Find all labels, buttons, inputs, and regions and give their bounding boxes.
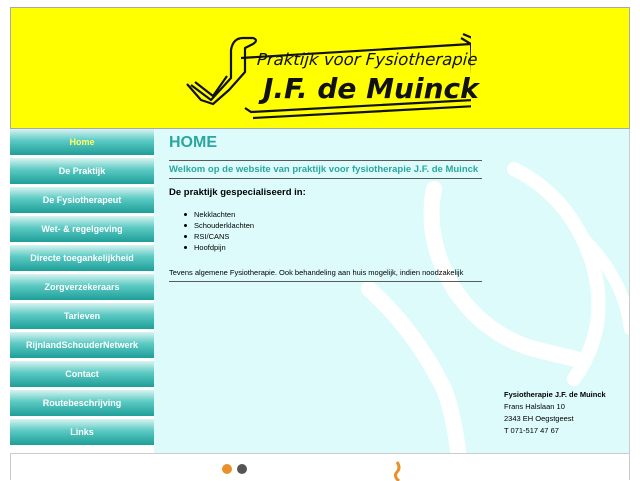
page-title: HOME bbox=[169, 134, 217, 151]
gray-dot-icon bbox=[237, 464, 247, 474]
specialties-heading: De praktijk gespecialiseerd in: bbox=[169, 187, 306, 198]
specialties-list bbox=[182, 209, 254, 253]
nav-item-de-praktijk[interactable]: De Praktijk bbox=[10, 158, 154, 184]
footer bbox=[10, 453, 630, 480]
nav-item-contact[interactable]: Contact bbox=[10, 361, 154, 387]
nav-item-rijnland-schouder-netwerk[interactable]: RijnlandSchouderNetwerk bbox=[10, 332, 154, 358]
list-item: Nekklachten bbox=[182, 209, 254, 220]
logo-tagline: Praktijk voor Fysiotherapie bbox=[256, 50, 479, 69]
partner-logo-icon bbox=[389, 460, 405, 481]
address-phone: T 071-517 47 67 bbox=[504, 426, 559, 435]
header-banner bbox=[10, 7, 630, 129]
extra-info-text: Tevens algemene Fysiotherapie. Ook behandeling aan huis mogelijk, indien noodzakelijk bbox=[169, 268, 464, 277]
address-city: 2343 EH Oegstgeest bbox=[504, 414, 574, 423]
main-content bbox=[154, 129, 630, 453]
nav-item-wet-regelgeving[interactable]: Wet- & regelgeving bbox=[10, 216, 154, 242]
nav-item-directe-toegankelijkheid[interactable]: Directe toegankelijkheid bbox=[10, 245, 154, 271]
divider bbox=[169, 178, 482, 179]
nav-item-de-fysiotherapeut[interactable]: De Fysiotherapeut bbox=[10, 187, 154, 213]
nav-item-home[interactable]: Home bbox=[10, 129, 154, 155]
nav-item-links[interactable]: Links bbox=[10, 419, 154, 445]
divider bbox=[169, 281, 482, 282]
address-name: Fysiotherapie J.F. de Muinck bbox=[504, 390, 606, 399]
list-item: Hoofdpijn bbox=[182, 242, 254, 253]
logo-title: J.F. de Muinck bbox=[263, 72, 479, 105]
list-item: Schouderklachten bbox=[182, 220, 254, 231]
nav-item-zorgverzekeraars[interactable]: Zorgverzekeraars bbox=[10, 274, 154, 300]
orange-dot-icon bbox=[222, 464, 232, 474]
address-street: Frans Halslaan 10 bbox=[504, 402, 565, 411]
nav-item-routebeschrijving[interactable]: Routebeschrijving bbox=[10, 390, 154, 416]
welcome-text: Welkom op de website van praktijk voor fysiotherapie J.F. de Muinck bbox=[169, 164, 479, 175]
sidebar-nav bbox=[10, 129, 154, 453]
list-item: RSI/CANS bbox=[182, 231, 254, 242]
nav-item-tarieven[interactable]: Tarieven bbox=[10, 303, 154, 329]
address-block bbox=[504, 389, 606, 437]
divider bbox=[169, 160, 482, 161]
page-frame bbox=[10, 7, 630, 480]
